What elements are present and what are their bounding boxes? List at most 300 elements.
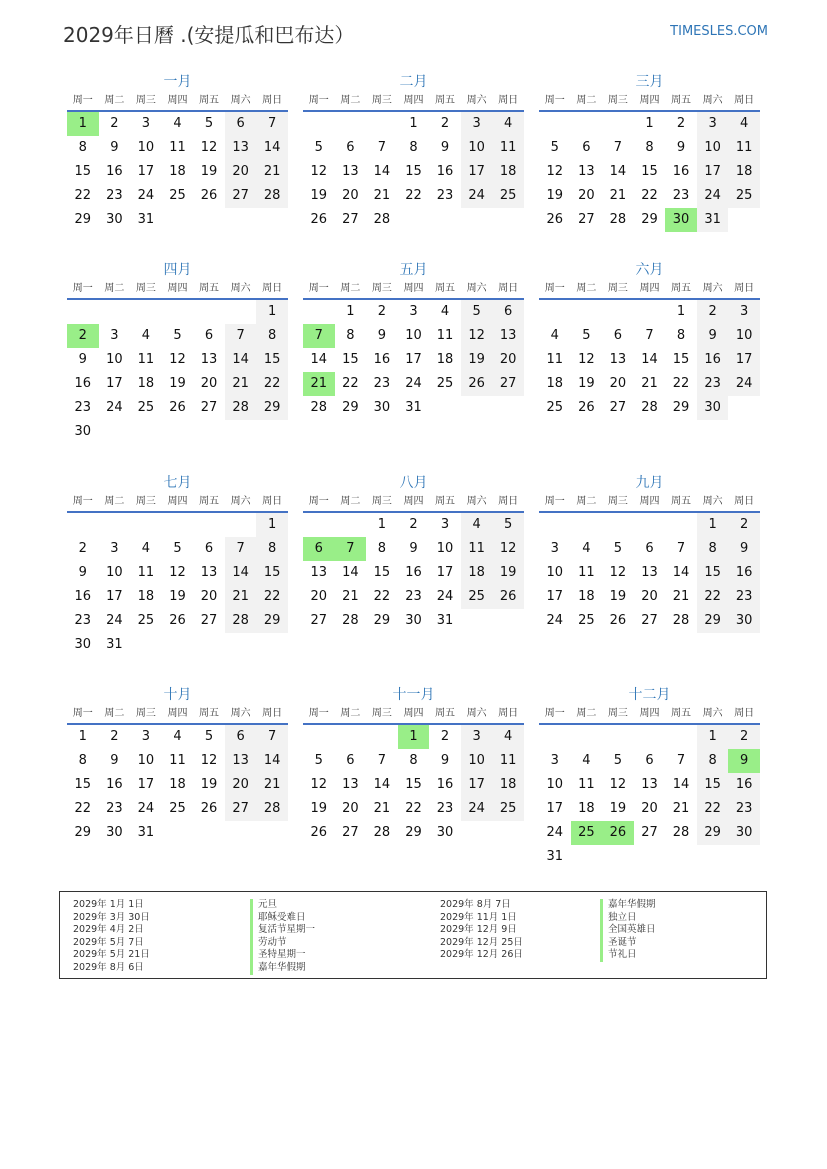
weekday-label: 周四 — [167, 496, 188, 507]
day-cell: 4 — [173, 116, 182, 131]
day-cell: 11 — [546, 352, 564, 367]
weekday-label: 周二 — [576, 496, 597, 507]
day-cell: 18 — [137, 376, 155, 391]
weekday-label: 周三 — [607, 283, 628, 294]
holiday-name: 劳动节 — [250, 937, 315, 950]
month-block — [67, 475, 288, 657]
weekday-header — [303, 493, 524, 513]
weekday-label: 周五 — [199, 283, 220, 294]
day-cell: 26 — [492, 585, 524, 609]
empty-cell — [539, 725, 571, 749]
weekday-label: 周一 — [308, 95, 329, 106]
empty-cell — [539, 112, 571, 136]
day-cell: 2 — [110, 729, 119, 744]
day-cell: 2 — [728, 513, 760, 537]
weekday-label: 周日 — [262, 708, 283, 719]
empty-cell — [665, 513, 697, 537]
day-cell: 20 — [342, 188, 359, 203]
day-cell: 20 — [200, 376, 218, 391]
day-cell: 11 — [578, 777, 595, 792]
day-cell: 24 — [436, 589, 454, 604]
day-cell: 17 — [461, 773, 493, 797]
day-cell: 10 — [697, 136, 729, 160]
day-cell: 10 — [106, 565, 123, 580]
day-cell: 12 — [200, 140, 218, 155]
weekday-header — [303, 92, 524, 112]
day-cell: 29 — [74, 825, 92, 840]
day-grid — [303, 300, 524, 420]
day-cell: 25 — [578, 613, 595, 628]
empty-cell — [303, 725, 335, 749]
day-cell: 13 — [641, 565, 658, 580]
day-cell: 21 — [256, 160, 288, 184]
day-cell: 18 — [492, 773, 524, 797]
weekday-label: 周日 — [734, 283, 755, 294]
holiday-day-cell: 26 — [602, 821, 634, 845]
day-cell: 30 — [728, 609, 760, 633]
weekday-label: 周四 — [403, 496, 424, 507]
month-name: 五月 — [399, 262, 428, 278]
day-cell: 4 — [550, 328, 559, 343]
day-grid — [303, 725, 524, 845]
weekday-label: 周五 — [671, 708, 692, 719]
day-grid — [67, 300, 288, 444]
holiday-day-cell: 7 — [335, 537, 367, 561]
day-cell: 8 — [409, 753, 418, 768]
holiday-dates-col-1 — [73, 899, 150, 975]
day-cell: 9 — [78, 352, 87, 367]
day-cell: 2 — [377, 304, 387, 319]
weekday-label: 周五 — [435, 496, 456, 507]
weekday-label: 周五 — [199, 708, 220, 719]
month-block — [303, 74, 524, 232]
day-cell: 28 — [342, 613, 359, 628]
empty-cell — [602, 513, 634, 537]
day-cell: 10 — [137, 140, 155, 155]
day-cell: 11 — [461, 537, 493, 561]
day-cell: 19 — [461, 348, 493, 372]
day-cell: 9 — [377, 328, 387, 343]
weekday-label: 周三 — [371, 283, 392, 294]
weekday-label: 周六 — [230, 708, 251, 719]
weekday-label: 周日 — [498, 496, 519, 507]
month-block — [539, 687, 760, 869]
day-cell: 25 — [169, 801, 186, 816]
day-cell: 10 — [546, 777, 564, 792]
empty-cell — [634, 725, 666, 749]
day-cell: 4 — [582, 541, 591, 556]
day-cell: 12 — [310, 164, 328, 179]
day-cell: 27 — [225, 184, 257, 208]
day-cell: 1 — [256, 513, 288, 537]
month-name: 九月 — [635, 475, 664, 491]
day-cell: 12 — [461, 324, 493, 348]
day-cell: 13 — [342, 777, 359, 792]
weekday-label: 周五 — [435, 283, 456, 294]
empty-cell — [571, 112, 603, 136]
day-cell: 26 — [310, 212, 328, 227]
holiday-names-col-1 — [250, 899, 315, 975]
site-logo[interactable]: TIMESLES.COM — [670, 24, 768, 39]
month-name: 十二月 — [628, 687, 671, 703]
weekday-label: 周三 — [135, 283, 156, 294]
day-cell: 22 — [256, 372, 288, 396]
weekday-label: 周六 — [230, 95, 251, 106]
day-cell: 15 — [672, 352, 690, 367]
empty-cell — [539, 513, 571, 537]
holiday-name: 独立日 — [600, 912, 656, 925]
day-cell: 6 — [582, 140, 591, 155]
holiday-date: 2029年 1月 1日 — [73, 899, 144, 910]
day-cell: 24 — [697, 184, 729, 208]
empty-cell — [634, 513, 666, 537]
holiday-day-cell: 2 — [67, 324, 99, 348]
day-cell: 14 — [373, 164, 391, 179]
day-cell: 10 — [546, 565, 564, 580]
month-block — [67, 262, 288, 444]
day-cell: 28 — [641, 400, 658, 415]
weekday-label: 周一 — [308, 708, 329, 719]
day-cell: 25 — [169, 188, 186, 203]
holiday-date: 2029年 5月 7日 — [73, 936, 144, 948]
weekday-label: 周三 — [607, 95, 628, 106]
month-name: 六月 — [635, 262, 664, 278]
day-cell: 3 — [550, 541, 559, 556]
empty-cell — [665, 725, 697, 749]
holiday-name: 圣诞节 — [600, 937, 656, 950]
day-cell: 1 — [409, 116, 418, 131]
month-block — [67, 687, 288, 845]
weekday-header — [539, 92, 760, 112]
weekday-label: 周一 — [72, 95, 93, 106]
day-cell: 1 — [697, 725, 729, 749]
month-name: 十一月 — [392, 687, 435, 703]
day-cell: 29 — [373, 613, 391, 628]
day-cell: 28 — [256, 184, 288, 208]
month-block — [67, 74, 288, 232]
day-cell: 4 — [728, 112, 760, 136]
day-cell: 20 — [641, 589, 658, 604]
day-cell: 26 — [310, 825, 328, 840]
weekday-header — [67, 493, 288, 513]
day-cell: 7 — [225, 324, 257, 348]
day-cell: 1 — [676, 304, 686, 319]
day-cell: 17 — [106, 589, 123, 604]
day-cell: 21 — [609, 188, 627, 203]
day-grid — [539, 300, 760, 420]
day-cell: 7 — [377, 140, 387, 155]
day-cell: 22 — [641, 188, 658, 203]
empty-cell — [602, 725, 634, 749]
day-cell: 22 — [405, 188, 422, 203]
holiday-name: 复活节星期一 — [250, 924, 315, 937]
empty-cell — [162, 300, 194, 324]
weekday-label: 周六 — [702, 708, 723, 719]
month-block — [539, 475, 760, 633]
day-cell: 30 — [728, 821, 760, 845]
weekday-label: 周日 — [734, 708, 755, 719]
day-cell: 25 — [492, 184, 524, 208]
weekday-label: 周六 — [466, 283, 487, 294]
day-cell: 17 — [697, 160, 729, 184]
day-cell: 23 — [697, 372, 729, 396]
day-cell: 14 — [672, 777, 690, 792]
day-cell: 20 — [225, 773, 257, 797]
month-block — [303, 687, 524, 845]
day-cell: 13 — [310, 565, 328, 580]
weekday-label: 周三 — [607, 496, 628, 507]
day-cell: 3 — [728, 300, 760, 324]
day-cell: 26 — [200, 801, 218, 816]
holiday-day-cell: 25 — [571, 821, 603, 845]
empty-cell — [99, 300, 131, 324]
day-cell: 5 — [613, 541, 623, 556]
day-cell: 19 — [609, 801, 627, 816]
holiday-date: 2029年 11月 1日 — [440, 911, 517, 923]
day-cell: 8 — [697, 749, 729, 773]
day-cell: 31 — [697, 208, 729, 232]
day-cell: 18 — [492, 160, 524, 184]
empty-cell — [130, 300, 162, 324]
day-cell: 26 — [546, 212, 564, 227]
day-cell: 6 — [225, 112, 257, 136]
day-cell: 27 — [310, 613, 328, 628]
day-cell: 25 — [492, 797, 524, 821]
weekday-header — [539, 493, 760, 513]
day-cell: 8 — [409, 140, 418, 155]
empty-cell — [366, 112, 398, 136]
day-cell: 11 — [137, 352, 155, 367]
day-cell: 8 — [697, 537, 729, 561]
day-cell: 15 — [74, 164, 92, 179]
day-cell: 8 — [78, 753, 87, 768]
day-cell: 13 — [200, 352, 218, 367]
day-cell: 1 — [346, 304, 355, 319]
day-cell: 31 — [137, 825, 155, 840]
month-block — [303, 475, 524, 633]
empty-cell — [335, 725, 367, 749]
day-cell: 8 — [346, 328, 355, 343]
day-cell: 11 — [728, 136, 760, 160]
day-cell: 21 — [342, 589, 359, 604]
day-cell: 22 — [697, 585, 729, 609]
day-cell: 15 — [405, 777, 422, 792]
day-cell: 7 — [676, 753, 686, 768]
day-cell: 18 — [728, 160, 760, 184]
day-cell: 20 — [200, 589, 218, 604]
holiday-date: 2029年 12月 26日 — [440, 949, 523, 961]
day-grid — [539, 112, 760, 232]
day-cell: 6 — [204, 328, 214, 343]
day-cell: 24 — [461, 797, 493, 821]
day-cell: 25 — [546, 400, 564, 415]
day-cell: 27 — [578, 212, 595, 227]
weekday-header — [67, 92, 288, 112]
day-cell: 9 — [440, 140, 450, 155]
month-name: 七月 — [163, 475, 192, 491]
day-cell: 5 — [204, 116, 214, 131]
day-cell: 10 — [137, 753, 155, 768]
day-cell: 29 — [256, 396, 288, 420]
holiday-day-cell: 1 — [398, 725, 430, 749]
day-cell: 9 — [676, 140, 686, 155]
day-cell: 22 — [74, 188, 92, 203]
weekday-label: 周四 — [167, 95, 188, 106]
day-cell: 23 — [74, 613, 92, 628]
day-cell: 2 — [440, 729, 450, 744]
weekday-label: 周日 — [262, 283, 283, 294]
month-name: 八月 — [399, 475, 428, 491]
day-cell: 8 — [377, 541, 387, 556]
holiday-name: 嘉年华假期 — [250, 962, 315, 975]
day-cell: 15 — [641, 164, 658, 179]
weekday-label: 周三 — [371, 95, 392, 106]
day-cell: 12 — [546, 164, 564, 179]
day-cell: 18 — [137, 589, 155, 604]
day-cell: 5 — [173, 328, 182, 343]
day-cell: 19 — [200, 777, 218, 792]
day-cell: 4 — [582, 753, 591, 768]
day-cell: 23 — [74, 400, 92, 415]
day-cell: 20 — [492, 348, 524, 372]
day-cell: 1 — [377, 517, 387, 532]
day-cell: 28 — [256, 797, 288, 821]
day-cell: 13 — [200, 565, 218, 580]
day-cell: 30 — [697, 396, 729, 420]
empty-cell — [67, 300, 99, 324]
day-cell: 9 — [409, 541, 418, 556]
day-cell: 8 — [676, 328, 686, 343]
day-cell: 1 — [697, 513, 729, 537]
weekday-label: 周五 — [671, 496, 692, 507]
weekday-label: 周二 — [340, 708, 361, 719]
day-cell: 6 — [204, 541, 214, 556]
empty-cell — [303, 300, 335, 324]
holiday-list — [59, 891, 767, 979]
day-cell: 22 — [373, 589, 391, 604]
day-cell: 20 — [310, 589, 328, 604]
day-cell: 22 — [405, 801, 422, 816]
day-cell: 11 — [169, 753, 186, 768]
day-cell: 22 — [256, 585, 288, 609]
day-cell: 23 — [405, 589, 422, 604]
day-cell: 25 — [137, 400, 155, 415]
day-cell: 27 — [641, 613, 658, 628]
holiday-name: 圣特星期一 — [250, 949, 315, 962]
day-cell: 18 — [169, 164, 186, 179]
day-cell: 4 — [461, 513, 493, 537]
weekday-header — [67, 280, 288, 300]
weekday-header — [67, 705, 288, 725]
day-cell: 4 — [141, 328, 151, 343]
empty-cell — [602, 300, 634, 324]
weekday-label: 周二 — [104, 708, 125, 719]
day-cell: 6 — [645, 541, 654, 556]
day-cell: 10 — [106, 352, 123, 367]
weekday-label: 周三 — [371, 496, 392, 507]
holiday-name: 节礼日 — [600, 949, 656, 962]
day-cell: 19 — [546, 188, 564, 203]
day-cell: 14 — [609, 164, 627, 179]
day-cell: 13 — [342, 164, 359, 179]
empty-cell — [539, 300, 571, 324]
day-cell: 4 — [492, 725, 524, 749]
weekday-label: 周日 — [498, 283, 519, 294]
day-cell: 29 — [74, 212, 92, 227]
weekday-header — [303, 705, 524, 725]
day-cell: 13 — [641, 777, 658, 792]
day-cell: 9 — [78, 565, 87, 580]
weekday-label: 周二 — [340, 283, 361, 294]
day-cell: 26 — [578, 400, 595, 415]
day-cell: 17 — [405, 352, 422, 367]
day-cell: 29 — [342, 400, 359, 415]
weekday-label: 周一 — [72, 283, 93, 294]
day-cell: 24 — [546, 613, 564, 628]
day-cell: 25 — [461, 585, 493, 609]
weekday-label: 周六 — [466, 496, 487, 507]
weekday-label: 周一 — [544, 95, 565, 106]
day-cell: 19 — [492, 561, 524, 585]
day-grid — [539, 513, 760, 633]
day-grid — [303, 112, 524, 232]
empty-cell — [162, 513, 194, 537]
day-cell: 7 — [256, 725, 288, 749]
day-cell: 31 — [137, 212, 155, 227]
holiday-date: 2029年 8月 7日 — [440, 899, 511, 910]
day-grid — [67, 725, 288, 845]
day-cell: 16 — [106, 164, 123, 179]
day-cell: 17 — [546, 801, 564, 816]
weekday-label: 周二 — [104, 95, 125, 106]
day-cell: 16 — [672, 164, 690, 179]
weekday-label: 周二 — [576, 283, 597, 294]
weekday-label: 周六 — [230, 283, 251, 294]
day-grid — [67, 513, 288, 657]
day-cell: 10 — [461, 749, 493, 773]
day-cell: 25 — [137, 613, 155, 628]
day-cell: 13 — [609, 352, 627, 367]
empty-cell — [303, 112, 335, 136]
day-cell: 28 — [373, 825, 391, 840]
weekday-label: 周五 — [199, 496, 220, 507]
day-cell: 6 — [645, 753, 654, 768]
day-cell: 21 — [225, 585, 257, 609]
day-cell: 6 — [346, 140, 355, 155]
month-block — [539, 74, 760, 232]
holiday-date: 2029年 3月 30日 — [73, 911, 150, 923]
day-cell: 24 — [405, 376, 422, 391]
empty-cell — [303, 513, 335, 537]
weekday-label: 周三 — [135, 496, 156, 507]
day-cell: 15 — [373, 565, 391, 580]
weekday-label: 周六 — [702, 95, 723, 106]
day-cell: 14 — [672, 565, 690, 580]
day-cell: 22 — [672, 376, 690, 391]
day-cell: 18 — [578, 589, 595, 604]
empty-cell — [335, 513, 367, 537]
day-cell: 16 — [436, 777, 454, 792]
day-cell: 13 — [492, 324, 524, 348]
day-cell: 12 — [609, 565, 627, 580]
day-cell: 15 — [697, 773, 729, 797]
day-cell: 30 — [106, 825, 123, 840]
month-name: 二月 — [399, 74, 428, 90]
day-cell: 20 — [609, 376, 627, 391]
holiday-date: 2029年 8月 6日 — [73, 961, 144, 973]
weekday-label: 周六 — [702, 496, 723, 507]
weekday-label: 周四 — [167, 708, 188, 719]
